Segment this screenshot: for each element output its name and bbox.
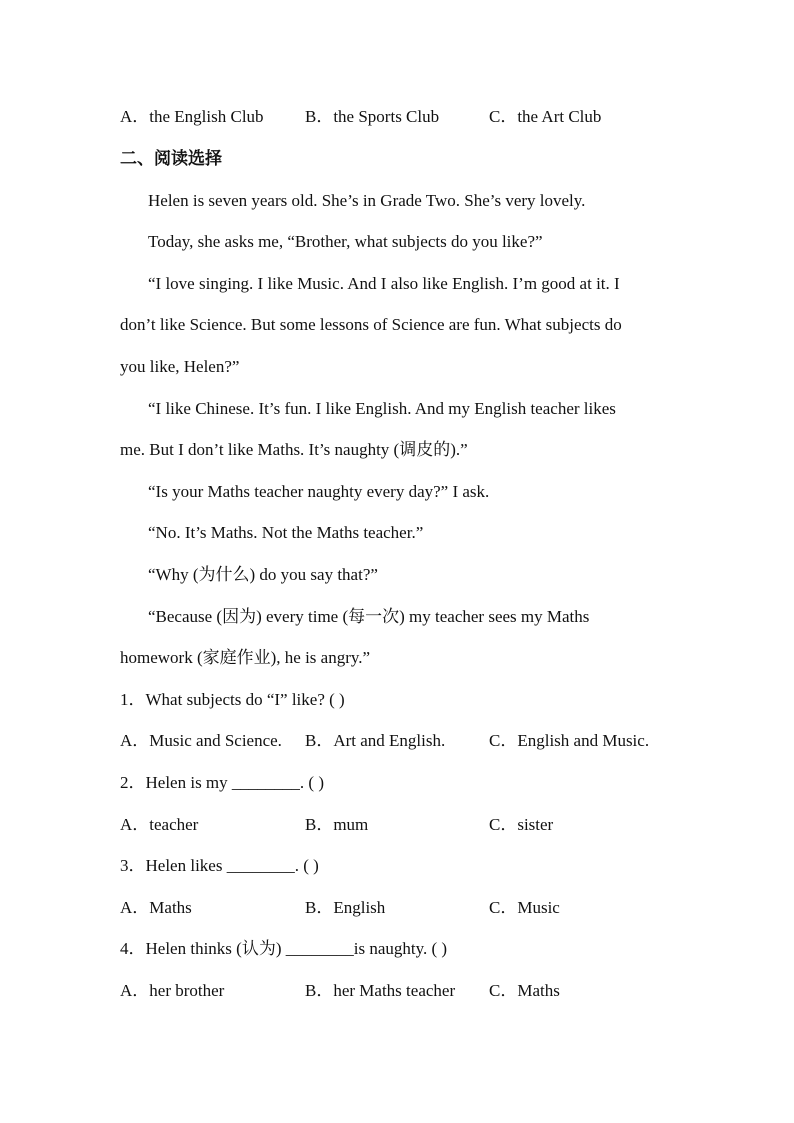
question-2-stem: 2．Helen is my ________. ( ) bbox=[120, 773, 324, 792]
question-3-option-a: A．Maths bbox=[120, 898, 192, 917]
section-heading: 二、阅读选择 bbox=[120, 149, 222, 169]
question-2-option-a: A．teacher bbox=[120, 815, 199, 834]
question-3-option-b: B．English bbox=[305, 898, 386, 917]
passage-line: “No. It’s Maths. Not the Maths teacher.” bbox=[148, 523, 424, 542]
prev-option-c: C．the Art Club bbox=[489, 107, 602, 126]
passage-line: “I love singing. I like Music. And I also like English. I’m good at it. I bbox=[148, 274, 620, 293]
question-1-option-c: C．English and Music. bbox=[489, 731, 650, 750]
passage-line: Helen is seven years old. She’s in Grade Two. She’s very lovely. bbox=[148, 191, 586, 210]
question-3-option-c: C．Music bbox=[489, 898, 560, 917]
passage-line: “Because (因为) every time (每一次) my teacher sees my Maths bbox=[148, 607, 590, 626]
passage-line: you like, Helen?” bbox=[120, 357, 240, 376]
question-2-option-c: C．sister bbox=[489, 815, 554, 834]
passage-line: Today, she asks me, “Brother, what subjects do you like?” bbox=[148, 232, 543, 251]
question-1-option-a: A．Music and Science. bbox=[120, 731, 282, 750]
passage-line: don’t like Science. But some lessons of Science are fun. What subjects do bbox=[120, 315, 622, 334]
question-4-option-c: C．Maths bbox=[489, 981, 560, 1000]
question-4-option-b: B．her Maths teacher bbox=[305, 981, 456, 1000]
passage-line: homework (家庭作业), he is angry.” bbox=[120, 648, 371, 667]
passage-line: “Why (为什么) do you say that?” bbox=[148, 565, 378, 584]
question-1-stem: 1．What subjects do “I” like? ( ) bbox=[120, 690, 345, 709]
question-3-stem: 3．Helen likes ________. ( ) bbox=[120, 856, 319, 875]
question-1-option-b: B．Art and English. bbox=[305, 731, 446, 750]
passage-line: “I like Chinese. It’s fun. I like English. And my English teacher likes bbox=[148, 399, 616, 418]
question-4-option-a: A．her brother bbox=[120, 981, 225, 1000]
question-4-stem: 4．Helen thinks (认为) ________is naughty. ( ) bbox=[120, 939, 448, 958]
passage-line: me. But I don’t like Maths. It’s naughty (调皮的).” bbox=[120, 440, 468, 459]
passage-line: “Is your Maths teacher naughty every day?” I ask. bbox=[148, 482, 490, 501]
prev-option-a: A．the English Club bbox=[120, 107, 264, 126]
question-2-option-b: B．mum bbox=[305, 815, 369, 834]
prev-option-b: B．the Sports Club bbox=[305, 107, 440, 126]
